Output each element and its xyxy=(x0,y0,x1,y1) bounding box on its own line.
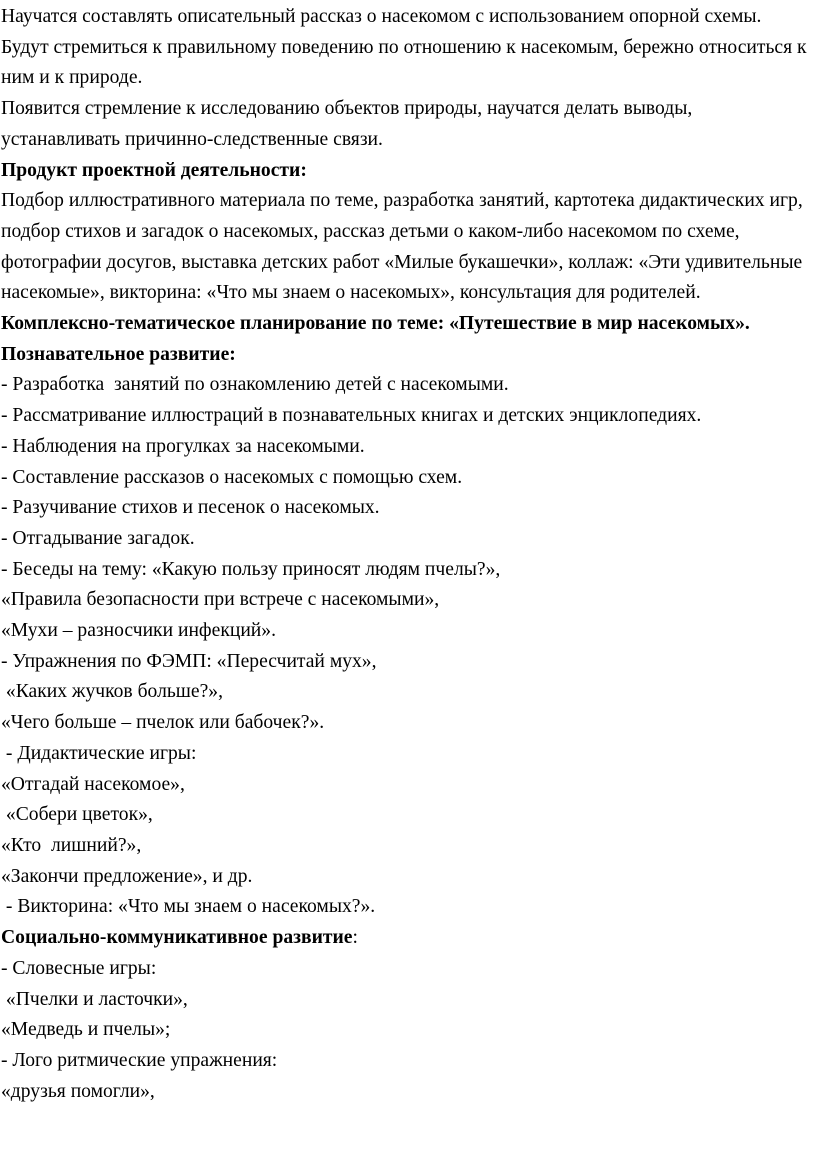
intro-paragraph-1: Научатся составлять описательный рассказ о насекомом с использованием опорной схемы. xyxy=(1,6,762,27)
list-item: «Пчелки и ласточки», xyxy=(1,988,188,1010)
social-list xyxy=(1,954,810,1108)
list-item: - Рассматривание иллюстраций в познавательных книгах и детских энциклопедиях. xyxy=(1,405,702,427)
list-item: - Упражнения по ФЭМП: «Пересчитай мух», xyxy=(1,650,377,672)
social-heading xyxy=(1,923,810,954)
list-item: «Кто лишний?», xyxy=(1,834,142,856)
list-item: «Собери цветок», xyxy=(1,804,153,826)
list-item: «Каких жучков больше?», xyxy=(1,681,223,703)
list-item: «Чего больше – пчелок или бабочек?». xyxy=(1,712,325,734)
list-item: - Лого ритмические упражнения: xyxy=(1,1049,278,1071)
list-item: «Отгадай насекомое», xyxy=(1,773,185,795)
cognitive-heading: Познавательное развитие: xyxy=(1,343,236,365)
list-item: - Викторина: «Что мы знаем о насекомых?». xyxy=(1,896,376,918)
list-item: «Медведь и пчелы»; xyxy=(1,1019,171,1041)
product-text: Подбор иллюстративного материала по теме, разработка занятий, картотека дидактических игр, подбор стихов и загадок о насекомых, рассказ детьми о каком-либо насекомом по схеме, фотографии досугов, выставка детских работ «Милые букашечки», коллаж: «Эти удивительные насекомые», викторина: «Что мы знаем о насекомых», консультация для родителей. xyxy=(1,190,808,304)
list-item: - Составление рассказов о насекомых с помощью схем. xyxy=(1,466,463,488)
list-item: - Разработка занятий по ознакомлению детей с насекомыми. xyxy=(1,374,509,396)
list-item: «Закончи предложение», и др. xyxy=(1,865,253,887)
list-item: - Беседы на тему: «Какую пользу приносят людям пчелы?», xyxy=(1,558,501,580)
planning-heading: Комплексно-тематическое планирование по теме: «Путешествие в мир насекомых». xyxy=(1,313,750,335)
list-item: - Дидактические игры: xyxy=(1,742,197,764)
list-item: - Наблюдения на прогулках за насекомыми. xyxy=(1,435,365,457)
list-item: «Мухи – разносчики инфекций». xyxy=(1,620,276,642)
list-item: - Отгадывание загадок. xyxy=(1,527,195,549)
intro-paragraph-3: Появится стремление к исследованию объектов природы, научатся делать выводы, устанавливать причинно-следственные связи. xyxy=(1,98,698,150)
list-item: «Правила безопасности при встрече с насекомыми», xyxy=(1,589,440,611)
document-page xyxy=(0,2,816,1159)
social-heading-colon: : xyxy=(352,927,358,949)
list-item: - Разучивание стихов и песенок о насекомых. xyxy=(1,497,380,519)
social-heading-text: Социально-коммуникативное развитие xyxy=(1,927,353,949)
list-item: «друзья помогли», xyxy=(1,1080,155,1102)
intro-paragraph-2: Будут стремиться к правильному поведению по отношению к насекомым, бережно относиться к ним и к природе. xyxy=(1,36,812,89)
cognitive-list xyxy=(1,370,810,923)
product-heading: Продукт проектной деятельности: xyxy=(1,159,307,181)
list-item: - Словесные игры: xyxy=(1,957,157,979)
